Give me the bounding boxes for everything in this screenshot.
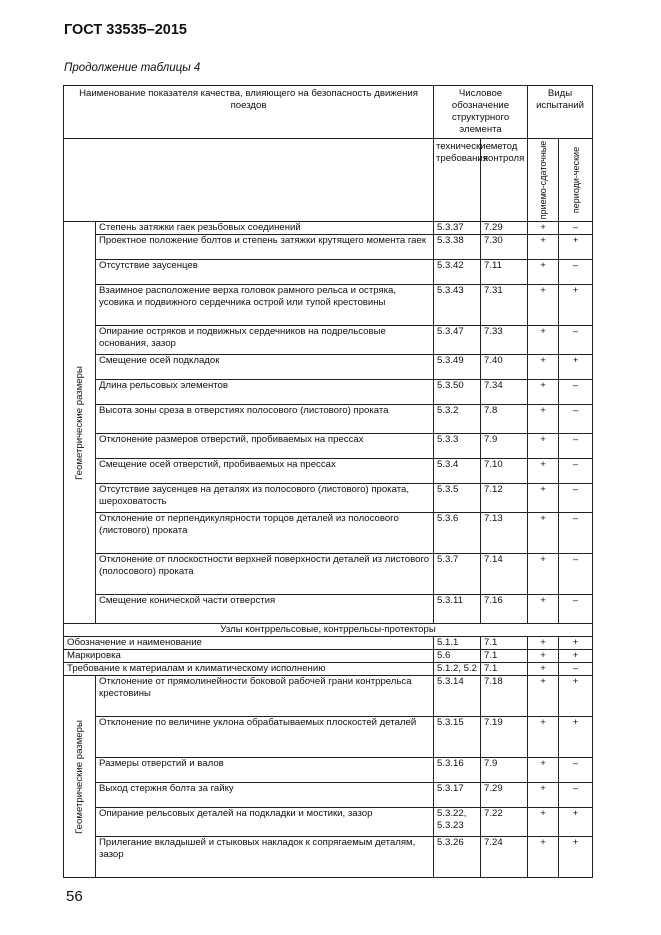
acceptance-mark: + xyxy=(528,717,559,758)
indicator-name: Проектное положение болтов и степень затяжки крутящего момента гаек xyxy=(96,235,434,260)
tech-req-ref: 5.3.47 xyxy=(434,326,481,355)
indicator-name: Маркировка xyxy=(64,650,434,663)
document-header: ГОСТ 33535–2015 xyxy=(64,22,187,38)
table-row xyxy=(64,380,593,405)
tech-req-ref: 5.3.49 xyxy=(434,355,481,380)
control-method-ref: 7.1 xyxy=(481,637,528,650)
table-row xyxy=(64,484,593,513)
acceptance-mark: + xyxy=(528,513,559,554)
tech-req-ref: 5.3.5 xyxy=(434,484,481,513)
header-name: Наименование показателя качества, влияющего на безопасность движения поездов xyxy=(64,86,434,139)
indicator-name: Смещение осей отверстий, пробиваемых на прессах xyxy=(96,459,434,484)
header-name-spacer xyxy=(64,139,434,222)
periodic-mark: – xyxy=(559,554,593,595)
periodic-mark: + xyxy=(559,837,593,878)
indicator-name: Отклонение от плоскостности верхней поверхности деталей из листового (полосового) проката xyxy=(96,554,434,595)
indicator-name: Длина рельсовых элементов xyxy=(96,380,434,405)
tech-req-ref: 5.3.42 xyxy=(434,260,481,285)
tech-req-ref: 5.3.3 xyxy=(434,434,481,459)
periodic-mark: – xyxy=(559,222,593,235)
tech-req-ref: 5.3.4 xyxy=(434,459,481,484)
acceptance-mark: + xyxy=(528,380,559,405)
control-method-ref: 7.1 xyxy=(481,650,528,663)
table-row xyxy=(64,513,593,554)
indicator-name: Опирание остряков и подвижных сердечников на подрельсовые основания, зазор xyxy=(96,326,434,355)
periodic-mark: – xyxy=(559,380,593,405)
table-row xyxy=(64,837,593,878)
tech-req-ref: 5.3.50 xyxy=(434,380,481,405)
header-acceptance: приемо-сдаточные xyxy=(538,140,549,220)
table-row xyxy=(64,459,593,484)
periodic-mark: + xyxy=(559,717,593,758)
table-row xyxy=(64,676,593,717)
acceptance-mark: + xyxy=(528,837,559,878)
acceptance-mark: + xyxy=(528,676,559,717)
acceptance-mark: + xyxy=(528,222,559,235)
indicator-name: Взаимное расположение верха головок рамного рельса и остряка, усовика и подвижного сердечника острой или тупой крестовины xyxy=(96,285,434,326)
group2-label-cell xyxy=(64,676,96,878)
periodic-mark: + xyxy=(559,637,593,650)
indicator-name: Степень затяжки гаек резьбовых соединений xyxy=(96,222,434,235)
table-row xyxy=(64,808,593,837)
header-tech-req: технические требования xyxy=(434,139,481,222)
tech-req-ref: 5.3.37 xyxy=(434,222,481,235)
tech-req-ref: 5.3.14 xyxy=(434,676,481,717)
quality-indicators-table xyxy=(63,85,593,878)
control-method-ref: 7.31 xyxy=(481,285,528,326)
periodic-mark: + xyxy=(559,808,593,837)
periodic-mark: – xyxy=(559,459,593,484)
table-row xyxy=(64,650,593,663)
group2-label: Геометрические размеры xyxy=(73,719,85,834)
control-method-ref: 7.33 xyxy=(481,326,528,355)
indicator-name: Смещение осей подкладок xyxy=(96,355,434,380)
periodic-mark: + xyxy=(559,355,593,380)
header-test-kinds: Виды испытаний xyxy=(528,86,593,139)
table-row xyxy=(64,405,593,434)
section-row xyxy=(64,624,593,637)
table-row xyxy=(64,554,593,595)
control-method-ref: 7.34 xyxy=(481,380,528,405)
table-row xyxy=(64,783,593,808)
table-row xyxy=(64,434,593,459)
indicator-name: Обозначение и наименование xyxy=(64,637,434,650)
periodic-mark: + xyxy=(559,676,593,717)
periodic-mark: – xyxy=(559,260,593,285)
acceptance-mark: + xyxy=(528,434,559,459)
control-method-ref: 7.1 xyxy=(481,663,528,676)
table-row xyxy=(64,260,593,285)
acceptance-mark: + xyxy=(528,285,559,326)
acceptance-mark: + xyxy=(528,459,559,484)
section-title: Узлы контррельсовые, контррельсы-протекторы xyxy=(64,624,593,637)
acceptance-mark: + xyxy=(528,783,559,808)
acceptance-mark: + xyxy=(528,405,559,434)
acceptance-mark: + xyxy=(528,484,559,513)
table-row xyxy=(64,637,593,650)
control-method-ref: 7.9 xyxy=(481,758,528,783)
control-method-ref: 7.29 xyxy=(481,783,528,808)
periodic-mark: – xyxy=(559,484,593,513)
indicator-name: Отклонение от прямолинейности боковой рабочей грани контррельса крестовины xyxy=(96,676,434,717)
tech-req-ref: 5.3.43 xyxy=(434,285,481,326)
tech-req-ref: 5.1.1 xyxy=(434,637,481,650)
indicator-name: Отклонение по величине уклона обрабатываемых плоскостей деталей xyxy=(96,717,434,758)
tech-req-ref: 5.6 xyxy=(434,650,481,663)
indicator-name: Смещение конической части отверстия xyxy=(96,595,434,624)
control-method-ref: 7.12 xyxy=(481,484,528,513)
tech-req-ref: 5.3.15 xyxy=(434,717,481,758)
indicator-name: Отклонение от перпендикулярности торцов деталей из полосового (листового) проката xyxy=(96,513,434,554)
table-row xyxy=(64,595,593,624)
tech-req-ref: 5.3.2 xyxy=(434,405,481,434)
control-method-ref: 7.24 xyxy=(481,837,528,878)
acceptance-mark: + xyxy=(528,595,559,624)
control-method-ref: 7.29 xyxy=(481,222,528,235)
tech-req-ref: 5.3.11 xyxy=(434,595,481,624)
acceptance-mark: + xyxy=(528,260,559,285)
tech-req-ref: 5.1.2, 5.2 xyxy=(434,663,481,676)
control-method-ref: 7.16 xyxy=(481,595,528,624)
tech-req-ref: 5.3.26 xyxy=(434,837,481,878)
control-method-ref: 7.22 xyxy=(481,808,528,837)
acceptance-mark: + xyxy=(528,758,559,783)
tech-req-ref: 5.3.7 xyxy=(434,554,481,595)
acceptance-mark: + xyxy=(528,326,559,355)
control-method-ref: 7.8 xyxy=(481,405,528,434)
control-method-ref: 7.10 xyxy=(481,459,528,484)
periodic-mark: – xyxy=(559,405,593,434)
header-numeric: Числовое обозначение структурного элемента xyxy=(434,86,528,139)
periodic-mark: – xyxy=(559,783,593,808)
indicator-name: Требование к материалам и климатическому исполнению xyxy=(64,663,434,676)
periodic-mark: – xyxy=(559,663,593,676)
acceptance-mark: + xyxy=(528,808,559,837)
control-method-ref: 7.19 xyxy=(481,717,528,758)
table-row xyxy=(64,758,593,783)
acceptance-mark: + xyxy=(528,663,559,676)
page-number: 56 xyxy=(66,888,83,905)
indicator-name: Отсутствие заусенцев на деталях из полосового (листового) проката, шероховатость xyxy=(96,484,434,513)
tech-req-ref: 5.3.22, 5.3.23 xyxy=(434,808,481,837)
header-periodic: периоди-ческие xyxy=(570,146,581,214)
tech-req-ref: 5.3.16 xyxy=(434,758,481,783)
control-method-ref: 7.30 xyxy=(481,235,528,260)
indicator-name: Прилегание вкладышей и стыковых накладок к сопрягаемым деталям, зазор xyxy=(96,837,434,878)
table-row xyxy=(64,235,593,260)
indicator-name: Отсутствие заусенцев xyxy=(96,260,434,285)
periodic-mark: – xyxy=(559,326,593,355)
table-body xyxy=(64,222,593,878)
group1-label-cell xyxy=(64,222,96,624)
table-row xyxy=(64,222,593,235)
acceptance-mark: + xyxy=(528,554,559,595)
group1-label: Геометрические размеры xyxy=(73,365,85,480)
header-periodic-cell xyxy=(559,139,593,222)
table-row xyxy=(64,326,593,355)
periodic-mark: – xyxy=(559,595,593,624)
indicator-name: Размеры отверстий и валов xyxy=(96,758,434,783)
control-method-ref: 7.18 xyxy=(481,676,528,717)
control-method-ref: 7.9 xyxy=(481,434,528,459)
periodic-mark: + xyxy=(559,235,593,260)
acceptance-mark: + xyxy=(528,637,559,650)
indicator-name: Опирание рельсовых деталей на подкладки и мостики, зазор xyxy=(96,808,434,837)
tech-req-ref: 5.3.17 xyxy=(434,783,481,808)
header-control: метод контроля xyxy=(481,139,528,222)
tech-req-ref: 5.3.6 xyxy=(434,513,481,554)
acceptance-mark: + xyxy=(528,235,559,260)
header-acceptance-cell xyxy=(528,139,559,222)
indicator-name: Выход стержня болта за гайку xyxy=(96,783,434,808)
tech-req-ref: 5.3.38 xyxy=(434,235,481,260)
acceptance-mark: + xyxy=(528,650,559,663)
indicator-name: Отклонение размеров отверстий, пробиваемых на прессах xyxy=(96,434,434,459)
indicator-name: Высота зоны среза в отверстиях полосового (листового) проката xyxy=(96,405,434,434)
control-method-ref: 7.14 xyxy=(481,554,528,595)
table-continuation-caption: Продолжение таблицы 4 xyxy=(64,62,201,74)
periodic-mark: – xyxy=(559,758,593,783)
control-method-ref: 7.11 xyxy=(481,260,528,285)
periodic-mark: – xyxy=(559,513,593,554)
control-method-ref: 7.40 xyxy=(481,355,528,380)
periodic-mark: + xyxy=(559,285,593,326)
acceptance-mark: + xyxy=(528,355,559,380)
table-row xyxy=(64,355,593,380)
table-row xyxy=(64,285,593,326)
table-row xyxy=(64,663,593,676)
periodic-mark: + xyxy=(559,650,593,663)
table-row xyxy=(64,717,593,758)
periodic-mark: – xyxy=(559,434,593,459)
control-method-ref: 7.13 xyxy=(481,513,528,554)
